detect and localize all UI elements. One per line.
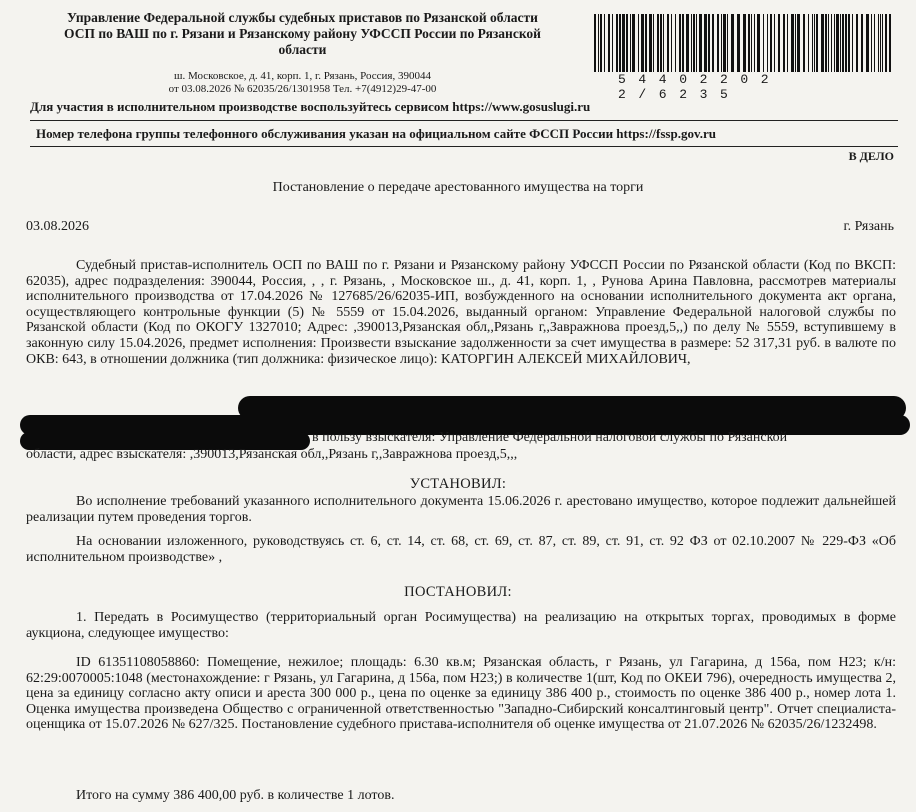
issuer-line-3: области <box>278 42 327 57</box>
paragraph-established: Во исполнение требований указанного исполнительного документа 15.06.2026 г. арестовано имущество, которое подлежит дальнейшей реализации путем проведения торгов. <box>26 494 896 525</box>
barcode-number: 54402202 2/6235 <box>618 72 782 102</box>
heading-established: УСТАНОВИЛ: <box>409 476 507 492</box>
barcode-icon <box>592 14 897 74</box>
phone-notice: Номер телефона группы телефонного обслуживания указан на официальном сайте ФССП России https://fssp.gov.ru <box>30 120 898 147</box>
service-notice: Для участия в исполнительном производстве воспользуйтесь сервисом https://www.gosuslugi.ru <box>30 99 591 114</box>
heading-resolved: ПОСТАНОВИЛ: <box>404 584 512 600</box>
paragraph-intro-tail-2: области, адрес взыскателя: ,390013,Рязанская обл,,Рязань г,,Завражнова проезд,5,,, <box>26 447 518 462</box>
document-title: Постановление о передаче арестованного имущества на торги <box>272 180 644 195</box>
issuer-header <box>20 10 585 58</box>
file-stamp: В ДЕЛО <box>848 149 894 163</box>
document-city: г. Рязань <box>843 219 894 234</box>
paragraph-transfer: 1. Передать в Росимущество (территориальный орган Росимущества) на реализацию на открытых торгах, проводимых в форме аукциона, следующее имущество: <box>26 610 896 641</box>
paragraph-intro: Судебный пристав-исполнитель ОСП по ВАШ по г. Рязани и Рязанскому району УФССП России по Рязанской области (Код по ВКСП: 62035), адрес подразделения: 390044, Россия, , , г. Рязань, , Московское ш., д. 41, корп. 1, , Рунова Арина Павловна, рассмотрев материалы исполнительного производства от 17.04.2026 № 127685/26/62035-ИП, возбужденного на основании исполнительного документа акт органа, осуществляющего контрольные функции (5) № 5559 от 15.04.2026, выданный органом: Управление Федеральной налоговой службы по Рязанской области (Код по ОКОГУ 1327010; Адрес: ,390013,Рязанская обл,,Рязань г,,Завражнова проезд,5,,) по делу № 5559, вступившему в законную силу 15.04.2026, предмет исполнения: Произвести взыскание задолженности за счет имущества в размере: 52 317,31 руб. в валюте по ОКВ: 643, в отношении должника (тип должника: физическое лицо): КАТОРГИН АЛЕКСЕЙ МИХАЙЛОВИЧ, <box>26 258 896 367</box>
barcode <box>592 14 897 102</box>
issuer-line-2: ОСП по ВАШ по г. Рязани и Рязанскому району УФССП России по Рязанской <box>64 26 541 41</box>
issuer-address-block <box>20 70 585 96</box>
paragraph-property-details: ID 61351108058860: Помещение, нежилое; площадь: 6.30 кв.м; Рязанская область, г Рязань, ул Гагарина, д 156а, пом Н23; к/н: 62:29:0070005:1048 (местонахождение: г Рязань, ул Гагарина, д 156а, пом Н23;) в количестве 1(шт, Код по ОКЕИ 796), очередность имущества 2, цена за единицу согласно акту описи и ареста 300 000 р., цена по оценке за единицу 386 400 р., стоимость по оценке 386 400 р., номер лота 1. Оценка имущества произведена Общество с ограниченной ответственностью "Западно-Сибирский консалтинговый центр". Отчет специалиста-оценщика от 15.07.2026 № 627/325. Постановление судебного пристава-исполнителя об оценке имущества от 21.07.2026 № 62035/26/1232498. <box>26 655 896 733</box>
issuer-line-1: Управление Федеральной службы судебных приставов по Рязанской области <box>67 10 538 25</box>
paragraph-legal-basis: На основании изложенного, руководствуясь ст. 6, ст. 14, ст. 68, ст. 69, ст. 87, ст. 89, ст. 91, ст. 92 ФЗ от 02.10.2007 № 229-ФЗ «Об исполнительном производстве» , <box>26 534 896 565</box>
issuer-address: ш. Московское, д. 41, корп. 1, г. Рязань, Россия, 390044 <box>174 70 431 82</box>
document-date: 03.08.2026 <box>26 219 89 234</box>
paragraph-total: Итого на сумму 386 400,00 руб. в количестве 1 лотов. <box>76 788 395 803</box>
registration-line: от 03.08.2026 № 62035/26/1301958 Тел. +7(4912)29-47-00 <box>168 83 437 95</box>
paragraph-intro-tail: в пользу взыскателя: Управление Федеральной налоговой службы по Рязанской <box>312 430 788 445</box>
